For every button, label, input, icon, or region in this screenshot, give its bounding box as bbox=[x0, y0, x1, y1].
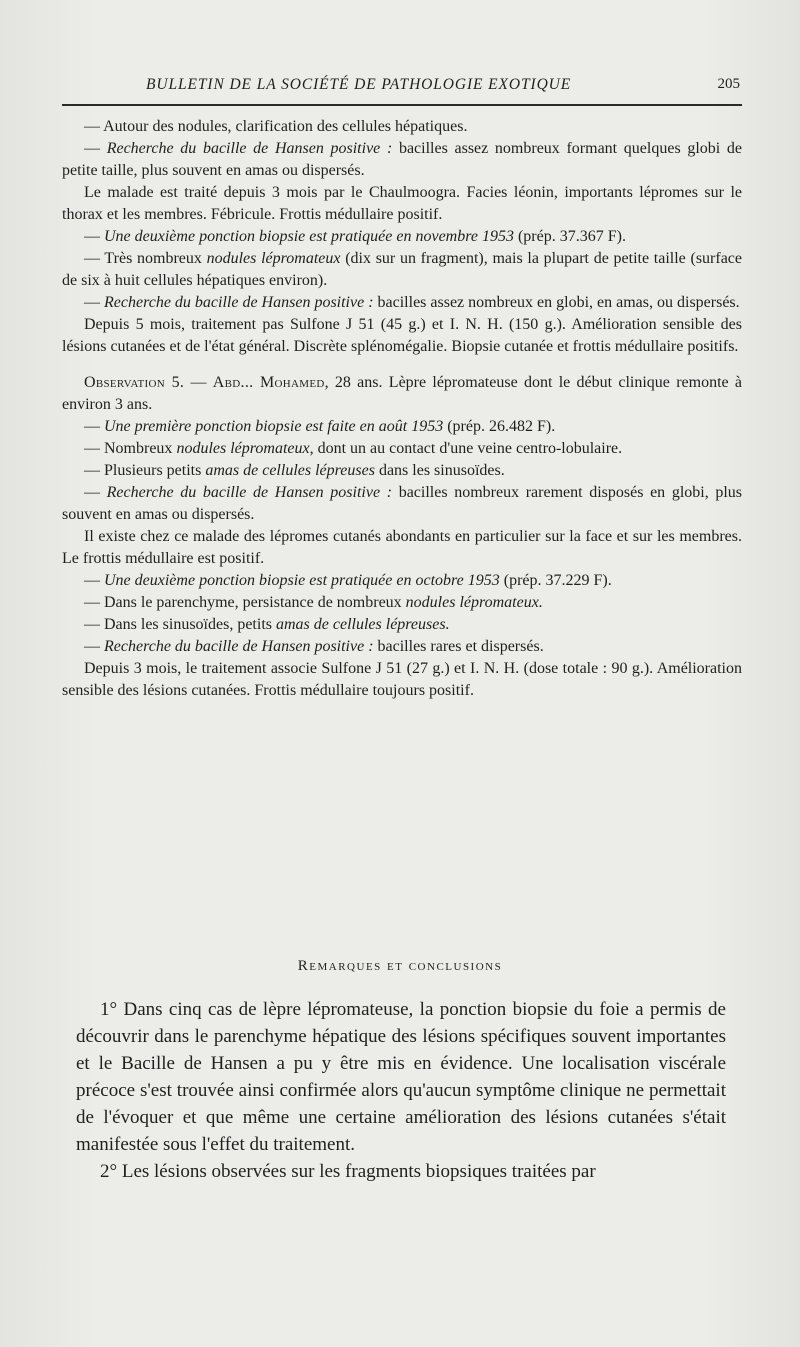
text-run: dans les sinusoïdes. bbox=[374, 462, 505, 479]
italic-run: Recherche du bacille de Hansen positive : bbox=[106, 140, 393, 157]
text-run: — bbox=[84, 484, 107, 501]
italic-run: amas de cellules lépreuses bbox=[205, 462, 375, 479]
paragraph bbox=[62, 314, 742, 358]
running-head: BULLETIN DE LA SOCIÉTÉ DE PATHOLOGIE EXOTIQUE bbox=[146, 76, 572, 93]
italic-run: nodules lépromateux. bbox=[405, 594, 543, 611]
italic-run: Une deuxième ponction biopsie est pratiquée en octobre 1953 bbox=[104, 572, 500, 589]
text-run: — bbox=[84, 638, 104, 655]
text-run: bacilles assez nombreux formant quelques globi de petite taille, plus souvent en amas ou dispersés. bbox=[62, 140, 743, 179]
text-run: — Dans les sinusoïdes, petits bbox=[84, 616, 276, 633]
paragraph bbox=[62, 614, 742, 636]
text-run: Le malade est traité depuis 3 mois par le Chaulmoogra. Facies léonin, importants lépromes sur le thorax et les membres. Fébricule. Frottis médullaire positif. bbox=[62, 184, 742, 223]
paragraph bbox=[62, 460, 742, 482]
text-run: — bbox=[84, 294, 104, 311]
paragraph bbox=[62, 182, 742, 226]
paragraph bbox=[62, 292, 742, 314]
paragraph bbox=[62, 116, 742, 138]
text-run: — Très nombreux bbox=[84, 250, 207, 267]
text-run: — Autour des nodules, clarification des cellules hépatiques. bbox=[84, 118, 468, 135]
text-run: — bbox=[184, 374, 213, 391]
text-run: — bbox=[84, 140, 107, 157]
header-rule bbox=[62, 104, 742, 106]
conclusion-paragraph: 1° Dans cinq cas de lèpre lépromateuse, la ponction biopsie du foie a permis de découvrir dans le parenchyme hépatique des lésions spécifiques souvent importantes et le Bacille de Hansen a pu y être mis en évidence. Une localisation viscérale précoce s'est trouvée ainsi confirmée alors qu'aucun symptôme clinique ne permettait de l'évoquer et que même une certaine amélioration des lésions cutanées s'était manifestée sous l'effet du traitement. bbox=[76, 999, 726, 1155]
italic-run: Recherche du bacille de Hansen positive : bbox=[106, 484, 393, 501]
italic-run: Recherche du bacille de Hansen positive : bbox=[104, 294, 374, 311]
italic-run: amas de cellules lépreuses. bbox=[276, 616, 450, 633]
text-run: — Dans le parenchyme, persistance de nombreux bbox=[84, 594, 406, 611]
italic-run: Une première ponction biopsie est faite en août 1953 bbox=[104, 418, 444, 435]
text-run: (dix sur un fragment), mais la plupart de petite taille (surface de six à huit cellules hépatiques environ). bbox=[62, 250, 743, 289]
text-run: , 28 ans. Lèpre lépromateuse dont le début clinique remonte à environ 3 ans. bbox=[62, 374, 743, 413]
paragraph bbox=[62, 138, 742, 182]
paragraph bbox=[62, 658, 742, 702]
conclusion-paragraph: 2° Les lésions observées sur les fragments biopsiques traitées par bbox=[100, 1161, 596, 1182]
text-run: — Nombreux bbox=[84, 440, 177, 457]
text-run: bacilles rares et dispersés. bbox=[373, 638, 544, 655]
paragraph bbox=[62, 226, 742, 248]
paragraph bbox=[62, 416, 742, 438]
text-run: Depuis 3 mois, le traitement associe Sulfone J 51 (27 g.) et I. N. H. (dose totale : 90 g.). Amélioration sensible des lésions cutanées. Frottis médullaire toujours positif. bbox=[62, 660, 742, 699]
small-caps-run: Observation 5. bbox=[84, 374, 185, 391]
observation-heading-paragraph bbox=[62, 372, 742, 416]
text-run: (prép. 26.482 F). bbox=[443, 418, 556, 435]
italic-run: Recherche du bacille de Hansen positive : bbox=[104, 638, 374, 655]
page-header bbox=[62, 74, 740, 104]
paragraph bbox=[62, 438, 742, 460]
text-run: bacilles assez nombreux en globi, en amas, ou dispersés. bbox=[373, 294, 740, 311]
text-run: (prép. 37.229 F). bbox=[499, 572, 612, 589]
paragraph bbox=[62, 482, 742, 526]
paragraph bbox=[62, 248, 742, 292]
paragraph bbox=[62, 636, 742, 658]
text-run: — bbox=[84, 228, 104, 245]
italic-run: nodules lépromateux, bbox=[176, 440, 314, 457]
paragraph bbox=[62, 526, 742, 570]
italic-run: Une deuxième ponction biopsie est pratiquée en novembre 1953 bbox=[104, 228, 514, 245]
observation-text bbox=[62, 116, 742, 702]
paragraph bbox=[62, 570, 742, 592]
text-run: — Plusieurs petits bbox=[84, 462, 206, 479]
text-run: Il existe chez ce malade des lépromes cutanés abondants en particulier sur la face et sur les membres. Le frottis médullaire est positif. bbox=[62, 528, 742, 567]
paragraph bbox=[62, 592, 742, 614]
text-run: Depuis 5 mois, traitement pas Sulfone J 51 (45 g.) et I. N. H. (150 g.). Amélioration sensible des lésions cutanées et de l'état général. Discrète splénomégalie. Biopsie cutanée et frottis médullaire positifs. bbox=[62, 316, 742, 355]
conclusions-text bbox=[76, 996, 726, 1185]
page-number: 205 bbox=[717, 76, 740, 92]
small-caps-run: Abd... Mohamed bbox=[212, 374, 325, 391]
italic-run: nodules lépromateux bbox=[206, 250, 341, 267]
section-title: Remarques et conclusions bbox=[297, 958, 503, 974]
text-run: (prép. 37.367 F). bbox=[513, 228, 626, 245]
text-run: — bbox=[84, 418, 104, 435]
text-run: — bbox=[84, 572, 104, 589]
text-run: dont un au contact d'une veine centro-lobulaire. bbox=[313, 440, 623, 457]
text-run: bacilles nombreux rarement disposés en globi, plus souvent en amas ou dispersés. bbox=[62, 484, 743, 523]
